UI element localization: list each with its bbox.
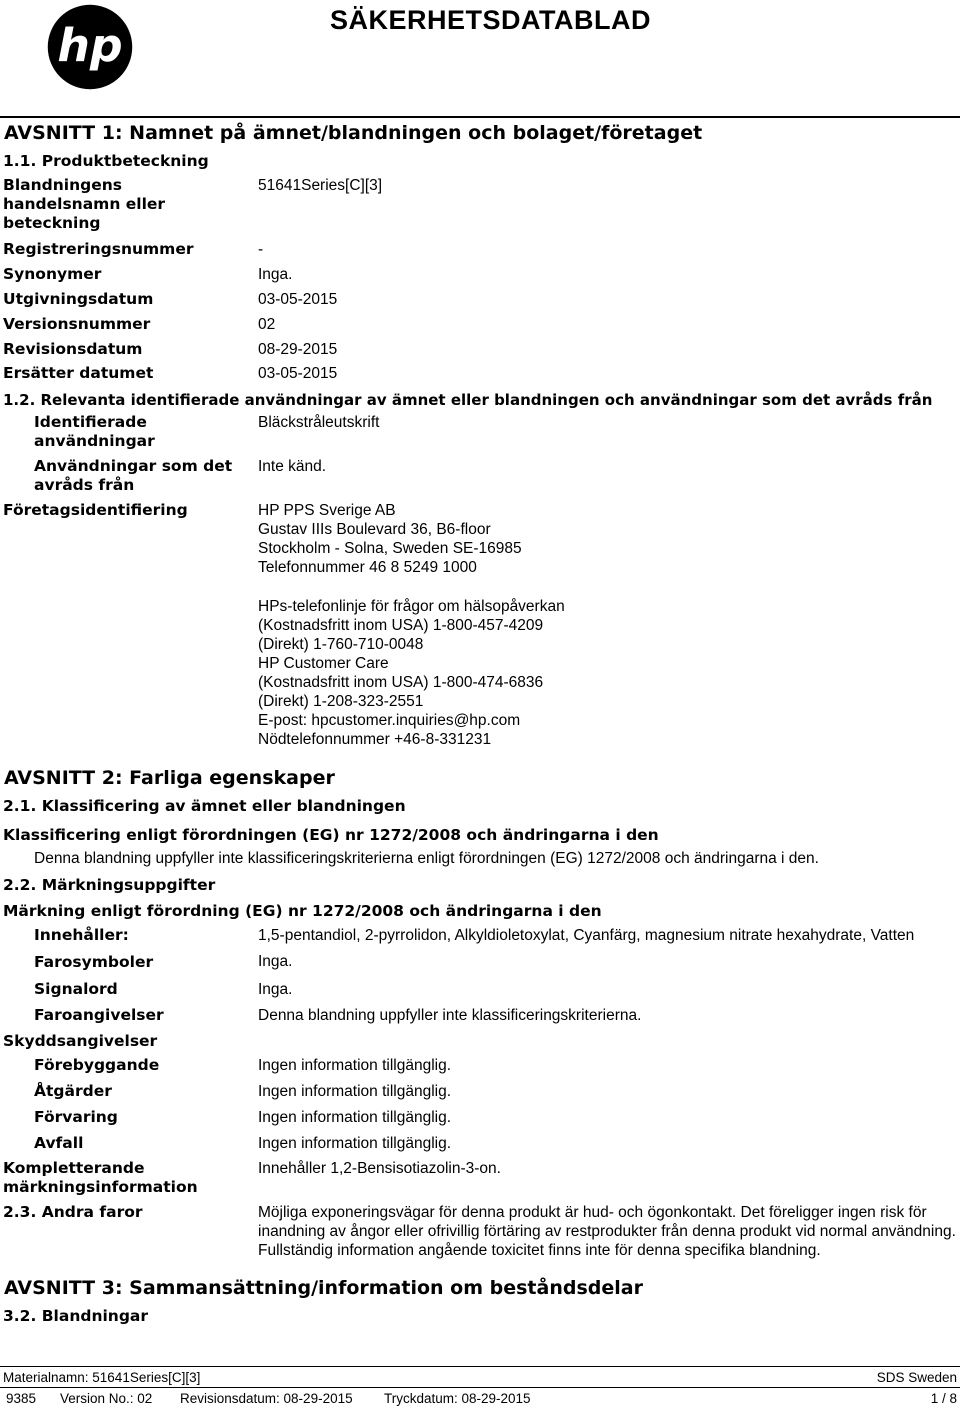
hazard-symbols-label: Farosymboler bbox=[34, 953, 154, 971]
contact-line: E-post: hpcustomer.inquiries@hp.com bbox=[258, 712, 521, 729]
company-label: Företagsidentifiering bbox=[3, 501, 188, 519]
subsection-2-1: 2.1. Klassificering av ämnet eller blandningen bbox=[3, 797, 406, 815]
identified-uses-value: Bläckstråleutskrift bbox=[258, 414, 380, 431]
subsection-2-2: 2.2. Märkningsuppgifter bbox=[3, 876, 216, 894]
hazard-symbols-value: Inga. bbox=[258, 953, 293, 970]
version-label: Versionsnummer bbox=[3, 315, 151, 333]
subsection-1-1: 1.1. Produktbeteckning bbox=[3, 152, 209, 170]
document-title: SÄKERHETSDATABLAD bbox=[330, 5, 651, 35]
classification-text: Denna blandning uppfyller inte klassificeringskriterierna enligt förordningen (EG) 1272/2008 och ändringarna i den. bbox=[34, 850, 819, 867]
company-line: Stockholm - Solna, Sweden SE-16985 bbox=[258, 540, 522, 557]
prevention-value: Ingen information tillgänglig. bbox=[258, 1057, 452, 1074]
registration-value: - bbox=[258, 241, 264, 258]
contact-line: Nödtelefonnummer +46-8-331231 bbox=[258, 731, 492, 748]
signal-word-label: Signalord bbox=[34, 980, 118, 998]
hazard-statements-label: Faroangivelser bbox=[34, 1006, 164, 1024]
response-value: Ingen information tillgänglig. bbox=[258, 1083, 452, 1100]
contact-line: (Direkt) 1-208-323-2551 bbox=[258, 693, 424, 710]
logo-text: hp bbox=[57, 19, 123, 73]
other-hazards-value: Möjliga exponeringsvägar för denna produkt är hud- och ögonkontakt. Det föreligger ingen risk för inandning av ångor eller ofrivillig förtäring av restprodukter från denna produkt vid normal användning. Fullständig information angående toxicitet finns inte för denna specifika blandning. bbox=[258, 1204, 956, 1259]
company-line: Gustav IIIs Boulevard 36, B6-floor bbox=[258, 521, 491, 538]
advised-against-label: Användningar som det avråds från bbox=[34, 457, 233, 494]
supersedes-label: Ersätter datumet bbox=[3, 364, 154, 382]
footer-divider bbox=[0, 1366, 960, 1367]
company-block bbox=[258, 501, 522, 577]
registration-label: Registreringsnummer bbox=[3, 240, 194, 258]
contact-line: HP Customer Care bbox=[258, 655, 389, 672]
trade-name-label: Blandningens handelsnamn eller beteckning bbox=[3, 176, 166, 232]
hazard-statements-value: Denna blandning uppfyller inte klassificeringskriterierna. bbox=[258, 1007, 642, 1024]
storage-value: Ingen information tillgänglig. bbox=[258, 1109, 452, 1126]
classification-heading: Klassificering enligt förordningen (EG) nr 1272/2008 och ändringarna i den bbox=[3, 826, 659, 844]
prevention-label: Förebyggande bbox=[34, 1056, 160, 1074]
footer-country: SDS Sweden bbox=[876, 1370, 957, 1385]
contact-line: HPs-telefonlinje för frågor om hälsopåverkan bbox=[258, 598, 565, 615]
precautionary-label: Skyddsangivelser bbox=[3, 1032, 158, 1050]
section2-heading: AVSNITT 2: Farliga egenskaper bbox=[4, 767, 335, 789]
footer-material: Materialnamn: 51641Series[C][3] bbox=[3, 1370, 201, 1385]
footer-page-number: 1 / 8 bbox=[930, 1391, 957, 1406]
footer-revision: Revisionsdatum: 08-29-2015 bbox=[180, 1391, 353, 1406]
revision-value: 08-29-2015 bbox=[258, 341, 338, 358]
other-hazards-label: 2.3. Andra faror bbox=[3, 1203, 143, 1221]
version-value: 02 bbox=[258, 316, 276, 333]
disposal-value: Ingen information tillgänglig. bbox=[258, 1135, 452, 1152]
company-line: Telefonnummer 46 8 5249 1000 bbox=[258, 559, 477, 576]
advised-against-value: Inte känd. bbox=[258, 458, 327, 475]
supplemental-value: Innehåller 1,2-Bensisotiazolin-3-on. bbox=[258, 1160, 501, 1177]
supersedes-value: 03-05-2015 bbox=[258, 365, 338, 382]
synonyms-label: Synonymer bbox=[3, 265, 102, 283]
synonyms-value: Inga. bbox=[258, 266, 293, 283]
contact-line: (Kostnadsfritt inom USA) 1-800-457-4209 bbox=[258, 617, 544, 634]
footer-id: 9385 bbox=[6, 1391, 37, 1406]
footer-divider bbox=[0, 1387, 960, 1388]
subsection-3-2: 3.2. Blandningar bbox=[3, 1307, 149, 1325]
supplemental-label: Kompletterande märkningsinformation bbox=[3, 1159, 198, 1196]
footer-print-date: Tryckdatum: 08-29-2015 bbox=[384, 1391, 531, 1406]
response-label: Åtgärder bbox=[34, 1082, 112, 1100]
storage-label: Förvaring bbox=[34, 1108, 118, 1126]
section3-heading: AVSNITT 3: Sammansättning/information om beståndsdelar bbox=[4, 1277, 643, 1299]
contact-line: (Kostnadsfritt inom USA) 1-800-474-6836 bbox=[258, 674, 544, 691]
signal-word-value: Inga. bbox=[258, 981, 293, 998]
revision-label: Revisionsdatum bbox=[3, 340, 143, 358]
subsection-1-2: 1.2. Relevanta identifierade användningar av ämnet eller blandningen och användningar som det avråds från bbox=[3, 391, 933, 409]
footer-version: Version No.: 02 bbox=[60, 1391, 153, 1406]
top-divider bbox=[0, 116, 960, 118]
company-line: HP PPS Sverige AB bbox=[258, 502, 396, 519]
labelling-heading: Märkning enligt förordning (EG) nr 1272/2008 och ändringarna i den bbox=[3, 902, 602, 920]
contact-line: (Direkt) 1-760-710-0048 bbox=[258, 636, 424, 653]
identified-uses-label: Identifierade användningar bbox=[34, 413, 155, 450]
hp-logo-icon bbox=[46, 3, 134, 91]
issue-date-value: 03-05-2015 bbox=[258, 291, 338, 308]
contains-value: 1,5-pentandiol, 2-pyrrolidon, Alkyldioletoxylat, Cyanfärg, magnesium nitrate hexahydrate, Vatten bbox=[258, 927, 915, 944]
issue-date-label: Utgivningsdatum bbox=[3, 290, 154, 308]
contains-label: Innehåller: bbox=[34, 926, 129, 944]
trade-name-value: 51641Series[C][3] bbox=[258, 177, 383, 194]
section1-heading: AVSNITT 1: Namnet på ämnet/blandningen och bolaget/företaget bbox=[4, 122, 703, 144]
disposal-label: Avfall bbox=[34, 1134, 84, 1152]
contact-block bbox=[258, 597, 565, 749]
